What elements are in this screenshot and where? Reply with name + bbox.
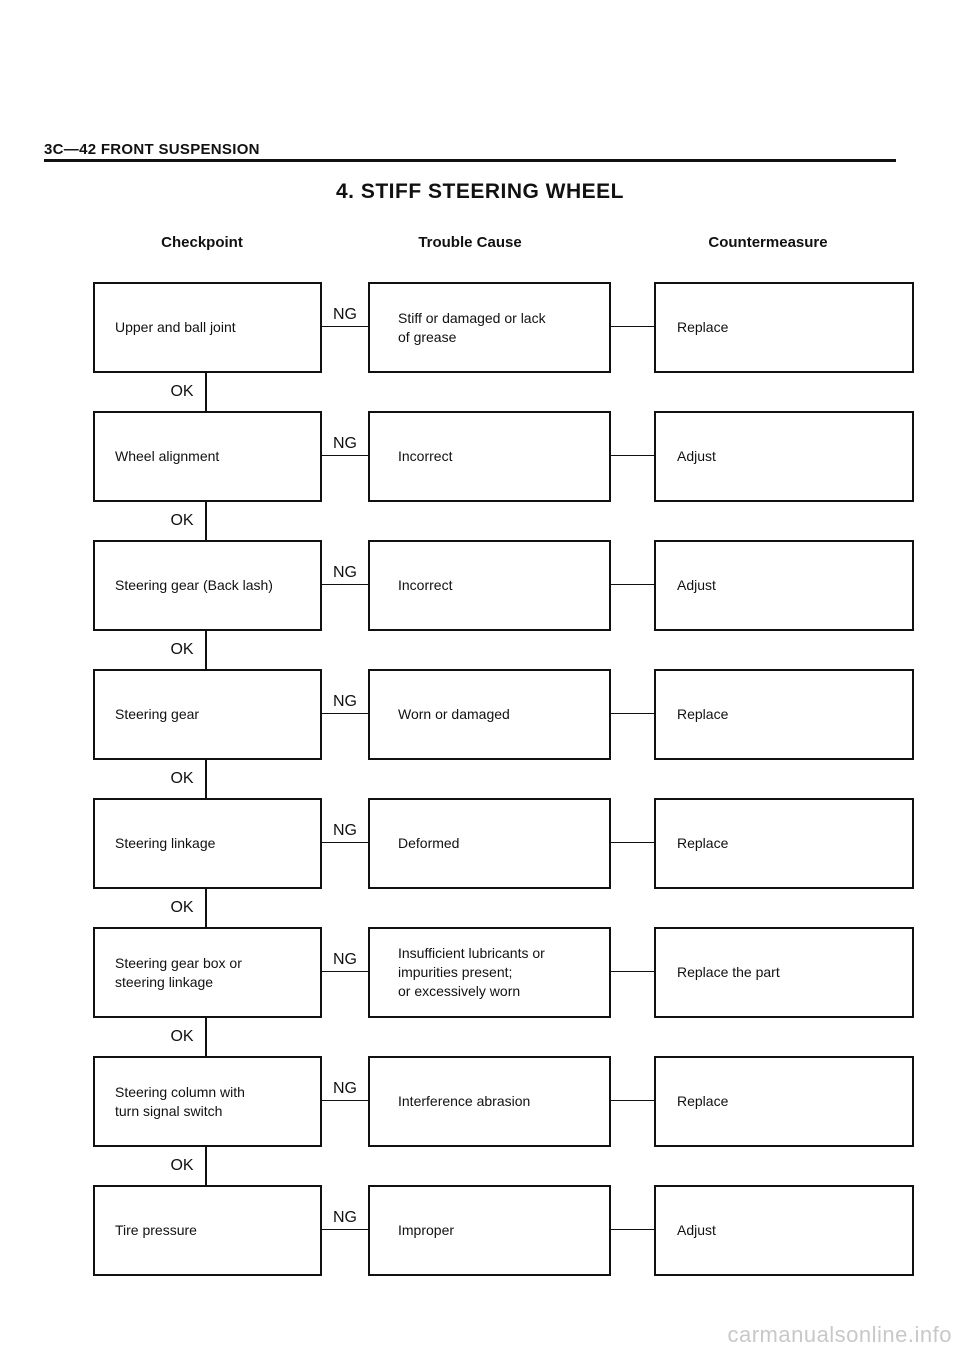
- ng-connector-line: [322, 1100, 368, 1102]
- cause-to-countermeasure-line: [611, 1100, 654, 1102]
- checkpoint-box: Steering column with turn signal switch: [93, 1056, 322, 1147]
- ng-connector-line: [322, 842, 368, 844]
- ng-label: NG: [333, 1208, 357, 1226]
- countermeasure-box: Replace: [654, 282, 914, 373]
- ng-label: NG: [333, 305, 357, 323]
- ng-label: NG: [333, 1079, 357, 1097]
- countermeasure-box: Replace the part: [654, 927, 914, 1018]
- ng-label: NG: [333, 692, 357, 710]
- trouble-cause-box: Incorrect: [368, 411, 611, 502]
- ok-label: OK: [170, 512, 194, 529]
- checkpoint-box: Steering linkage: [93, 798, 322, 889]
- column-header-trouble-cause: Trouble Cause: [418, 234, 522, 251]
- ng-connector-line: [322, 971, 368, 973]
- cause-to-countermeasure-line: [611, 713, 654, 715]
- checkpoint-box: Steering gear: [93, 669, 322, 760]
- watermark: carmanualsonline.info: [727, 1322, 952, 1347]
- cause-to-countermeasure-line: [611, 842, 654, 844]
- page-title: 4. STIFF STEERING WHEEL: [335, 180, 625, 203]
- ok-label: OK: [170, 1028, 194, 1045]
- trouble-cause-box: Worn or damaged: [368, 669, 611, 760]
- ok-label: OK: [170, 1157, 194, 1174]
- countermeasure-box: Adjust: [654, 411, 914, 502]
- ng-connector-line: [322, 584, 368, 586]
- ng-label: NG: [333, 950, 357, 968]
- ok-connector-line: [205, 631, 207, 669]
- countermeasure-box: Replace: [654, 798, 914, 889]
- section-header: 3C—42 FRONT SUSPENSION: [44, 141, 260, 158]
- ng-label: NG: [333, 821, 357, 839]
- trouble-cause-box: Improper: [368, 1185, 611, 1276]
- checkpoint-box: Tire pressure: [93, 1185, 322, 1276]
- ng-connector-line: [322, 1229, 368, 1231]
- trouble-cause-box: Incorrect: [368, 540, 611, 631]
- cause-to-countermeasure-line: [611, 326, 654, 328]
- trouble-cause-box: Insufficient lubricants or impurities present; or excessively worn: [368, 927, 611, 1018]
- countermeasure-box: Replace: [654, 1056, 914, 1147]
- cause-to-countermeasure-line: [611, 1229, 654, 1231]
- ok-label: OK: [170, 383, 194, 400]
- ng-connector-line: [322, 713, 368, 715]
- ok-connector-line: [205, 373, 207, 411]
- countermeasure-box: Replace: [654, 669, 914, 760]
- ng-label: NG: [333, 563, 357, 581]
- ok-connector-line: [205, 1018, 207, 1056]
- ng-connector-line: [322, 455, 368, 457]
- ok-label: OK: [170, 641, 194, 658]
- ok-connector-line: [205, 760, 207, 798]
- ok-label: OK: [170, 770, 194, 787]
- column-header-countermeasure: Countermeasure: [708, 234, 828, 251]
- column-header-checkpoint: Checkpoint: [161, 234, 243, 251]
- ng-label: NG: [333, 434, 357, 452]
- ok-connector-line: [205, 502, 207, 540]
- ng-connector-line: [322, 326, 368, 328]
- trouble-cause-box: Stiff or damaged or lack of grease: [368, 282, 611, 373]
- countermeasure-box: Adjust: [654, 1185, 914, 1276]
- trouble-cause-box: Interference abrasion: [368, 1056, 611, 1147]
- ok-connector-line: [205, 889, 207, 927]
- checkpoint-box: Upper and ball joint: [93, 282, 322, 373]
- countermeasure-box: Adjust: [654, 540, 914, 631]
- cause-to-countermeasure-line: [611, 584, 654, 586]
- checkpoint-box: Steering gear (Back lash): [93, 540, 322, 631]
- ok-connector-line: [205, 1147, 207, 1185]
- checkpoint-box: Wheel alignment: [93, 411, 322, 502]
- cause-to-countermeasure-line: [611, 971, 654, 973]
- checkpoint-box: Steering gear box or steering linkage: [93, 927, 322, 1018]
- header-rule: [44, 159, 896, 162]
- cause-to-countermeasure-line: [611, 455, 654, 457]
- trouble-cause-box: Deformed: [368, 798, 611, 889]
- ok-label: OK: [170, 899, 194, 916]
